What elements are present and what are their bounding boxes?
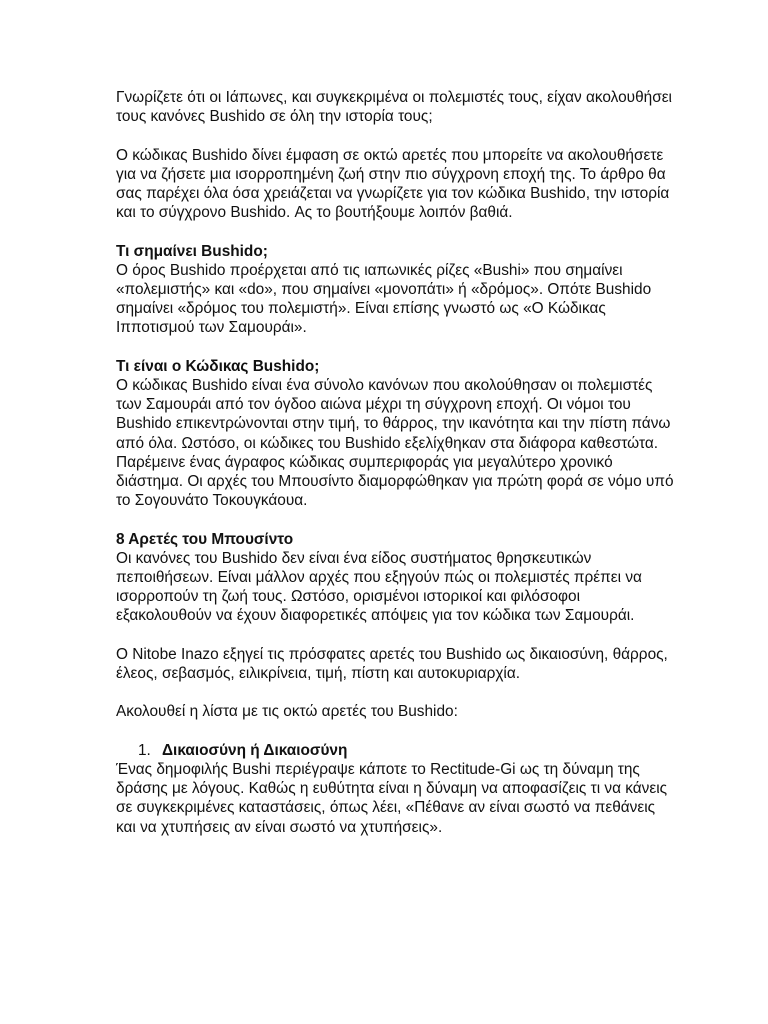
section-heading: 8 Αρετές του Μπουσίντο [116,530,294,548]
list-item-heading [116,741,676,760]
list-item-number: 1. [138,741,151,759]
section-body: Ο κώδικας Bushido είναι ένα σύνολο κανόνων που ακολούθησαν οι πολεμιστές των Σαμουράι από τον όγδοο αιώνα μέχρι τη σύγχρονη εποχή. Οι νόμοι του Bushido επικεντρώνονται στην τιμή, το θάρρος, την ικανότητα και την πίστη πάνω από όλα. Ωστόσο, οι κώδικες του Bushido εξελίχθηκαν στα διάφορα καθεστώτα. Παρέμεινε ένας άγραφος κώδικας συμπεριφοράς για μεγαλύτερο χρονικό διάστημα. Οι αρχές του Μπουσίντο διαμορφώθηκαν για πρώτη φορά σε νόμο υπό το Σογουνάτο Τοκουγκάουα. [116,377,674,510]
section-body: Ο όρος Bushido προέρχεται από τις ιαπωνικές ρίζες «Bushi» που σημαίνει «πολεμιστής» και «do», που σημαίνει «μονοπάτι» ή «δρόμος». Οπότε Bushido σημαίνει «δρόμος του πολεμιστή». Είναι επίσης γνωστό ως «Ο Κώδικας Ιπποτισμού των Σαμουράι». [116,261,652,337]
section-heading: Τι είναι ο Κώδικας Bushido; [116,357,320,375]
list-item-body: Ένας δημοφιλής Bushi περιέγραψε κάποτε το Rectitude-Gi ως τη δύναμη της δράσης με λόγους. Καθώς η ευθύτητα είναι η δύναμη να αποφασίζεις τι να κάνεις σε συγκεκριμένες καταστάσεις, όπως λέει, «Πέθανε αν είναι σωστό να πεθάνεις και να χτυπήσεις αν είναι σωστό να χτυπήσεις». [116,761,668,836]
section-heading: Τι σημαίνει Bushido; [116,242,268,260]
list-item [116,741,676,837]
document-page [116,88,676,837]
intro-paragraph: Γνωρίζετε ότι οι Ιάπωνες, και συγκεκριμένα οι πολεμιστές τους, είχαν ακολουθήσει τους κανόνες Bushido σε όλη την ιστορία τους; [116,89,672,126]
list-intro-paragraph: Ακολουθεί η λίστα με τις οκτώ αρετές του Bushido: [116,703,458,721]
section-meaning [116,242,676,338]
nitobe-paragraph: Ο Nitobe Inazo εξηγεί τις πρόσφατες αρετές του Bushido ως δικαιοσύνη, θάρρος, έλεος, σεβασμός, ειλικρίνεια, τιμή, πίστη και αυτοκυριαρχία. [116,645,668,683]
section-body: Οι κανόνες του Bushido δεν είναι ένα είδος συστήματος θρησκευτικών πεποιθήσεων. Είναι μάλλον αρχές που εξηγούν πώς οι πολεμιστές πρέπει να ισορροπούν τη ζωή τους. Ωστόσο, ορισμένοι ιστορικοί και φιλόσοφοι εξακολουθούν να έχουν διαφορετικές απόψεις για τον κώδικα των Σαμουράι. [116,549,642,625]
overview-paragraph: Ο κώδικας Bushido δίνει έμφαση σε οκτώ αρετές που μπορείτε να ακολουθήσετε για να ζήσετε μια ισορροπημένη ζωή στην πιο σύγχρονη εποχή της. Το άρθρο θα σας παρέχει όλα όσα χρειάζεται να γνωρίζετε για τον κώδικα Bushido, την ιστορία και το σύγχρονο Bushido. Ας το βουτήξουμε λοιπόν βαθιά. [116,146,670,222]
section-virtues [116,530,676,626]
section-code [116,357,676,511]
list-item-title: Δικαιοσύνη ή Δικαιοσύνη [162,741,348,759]
